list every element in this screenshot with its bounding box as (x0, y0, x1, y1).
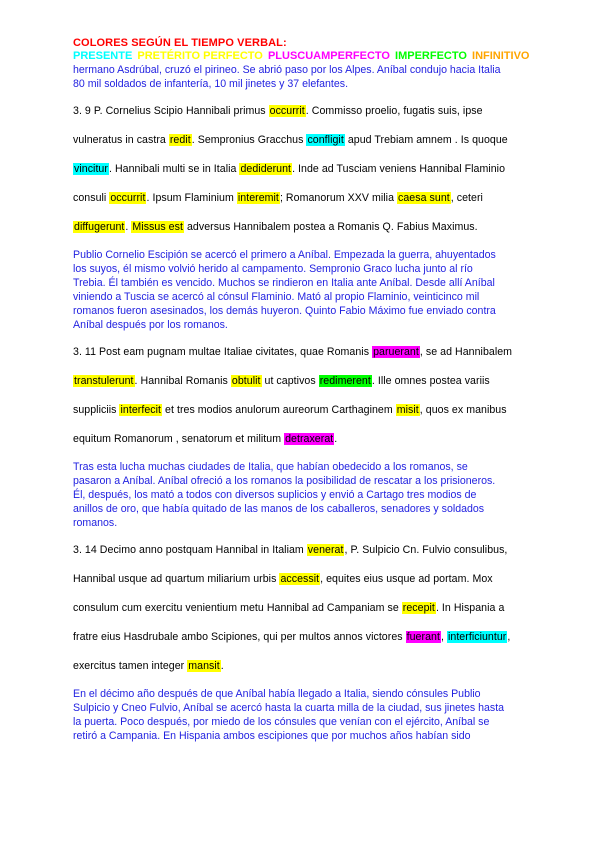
verb-highlight: redimerent (319, 375, 371, 387)
translation-line: Aníbal después por los romanos. (73, 319, 228, 331)
latin-line: diffugerunt. Missus est adversus Hannibalem postea a Romanis Q. Fabius Maximus. (74, 221, 478, 233)
translation-line: viniendo a Tuscia se acercó al cónsul Flaminio. Mató al propio Flaminio, veinticinco mil (73, 291, 480, 303)
verb-highlight: accessit (280, 573, 320, 585)
verb-highlight: Missus est (132, 221, 183, 233)
verb-highlight: occurrit (269, 105, 305, 117)
translation-paragraph (73, 63, 528, 91)
verb-highlight: dediderunt (240, 163, 292, 175)
document-title: COLORES SEGÚN EL TIEMPO VERBAL: (73, 37, 287, 49)
legend-preterito-perfecto: PRETÉRITO PERFECTO (137, 50, 263, 62)
translation-line: Él, después, los mató a todos con diversos suplicios y envió a Cartago tres modios de (73, 489, 477, 501)
legend-imperfecto: IMPERFECTO (395, 50, 467, 62)
translation-paragraph (73, 460, 528, 530)
verb-highlight: occurrit (110, 192, 146, 204)
translation-line: los suyos, él mismo volvió herido al campamento. Sempronio Graco lucha junto al río (73, 263, 473, 275)
verb-highlight: confligit (307, 134, 344, 146)
translation-line: 80 mil soldados de infantería, 10 mil jinetes y 37 elefantes. (73, 78, 349, 90)
latin-line: consuli occurrit. Ipsum Flaminium interemit; Romanorum XXV milia caesa sunt, ceteri (73, 192, 483, 204)
verb-highlight: interemit (237, 192, 279, 204)
verb-highlight: detraxerat (285, 433, 334, 445)
verb-highlight: recepit (402, 602, 435, 614)
document-page (73, 37, 528, 743)
legend-infinitivo: INFINITIVO (472, 50, 530, 62)
latin-line: fratre eius Hasdrubale ambo Scipiones, qui per multos annos victores fuerant, interficiuntur, (73, 631, 511, 643)
verb-highlight: venerat (307, 544, 344, 556)
translation-line: Tras esta lucha muchas ciudades de Italia, que habían obedecido a los romanos, se (73, 461, 468, 473)
verb-highlight: diffugerunt (74, 221, 125, 233)
latin-line: exercitus tamen integer mansit. (73, 660, 224, 672)
latin-line: vulneratus in castra redit. Sempronius Gracchus confligit apud Trebiam amnem . Is quoque (73, 134, 508, 146)
translation-line: romanos fueron asesinados, los demás huyeron. Quinto Fabio Máximo fue enviado contra (73, 305, 496, 317)
verb-highlight: transtulerunt (74, 375, 134, 387)
translation-line: anillos de oro, que había quitado de las manos de los caballeros, senadores y soldados (73, 503, 485, 515)
color-legend (73, 50, 528, 63)
latin-passage-3-14 (73, 536, 528, 681)
latin-line: vincitur. Hannibali multi se in Italia dediderunt. Inde ad Tusciam veniens Hannibal Flaminio (74, 163, 506, 175)
latin-line: 3. 9 P. Cornelius Scipio Hannibali primus occurrit. Commisso proelio, fugatis suis, ipse (73, 105, 483, 117)
translation-line: la puerta. Poco después, por miedo de los cónsules que venían con el ejército, Aníbal se (73, 716, 490, 728)
latin-line: 3. 11 Post eam pugnam multae Italiae civitates, quae Romanis paruerant, se ad Hannibalem (73, 346, 513, 358)
latin-line: equitum Romanorum , senatorum et militum detraxerat. (73, 433, 338, 445)
translation-paragraph (73, 248, 528, 332)
translation-line: Sulpicio y Cneo Fulvio, Aníbal se acercó hasta la cuarta milla de la ciudad, sus jinetes hasta (73, 702, 505, 714)
translation-line: retiró a Campania. En Hispania ambos escipiones que por muchos años habían sido (73, 730, 471, 742)
verb-highlight: paruerant (373, 346, 419, 358)
translation-line: romanos. (73, 517, 118, 529)
translation-line: En el décimo año después de que Aníbal había llegado a Italia, siendo cónsules Publio (73, 688, 481, 700)
translation-line: hermano Asdrúbal, cruzó el pirineo. Se abrió paso por los Alpes. Aníbal condujo hacia Italia (73, 64, 501, 76)
legend-pluscuamperfecto: PLUSCUAMPERFECTO (267, 50, 390, 62)
verb-highlight: obtulit (231, 375, 261, 387)
latin-passage-3-9 (73, 97, 528, 242)
verb-highlight: fuerant (406, 631, 440, 643)
translation-line: pasaron a Aníbal. Aníbal ofreció a los romanos la posibilidad de rescatar a los prisioneros. (73, 475, 496, 487)
verb-highlight: interfecit (120, 404, 162, 416)
verb-highlight: interficiuntur (447, 631, 507, 643)
verb-highlight: misit (396, 404, 419, 416)
verb-highlight: mansit (188, 660, 220, 672)
latin-line: transtulerunt. Hannibal Romanis obtulit ut captivos redimerent. Ille omnes postea variis (74, 375, 490, 387)
translation-paragraph (73, 687, 528, 743)
translation-line: Trebia. Él también es vencido. Muchos se rindieron en Italia ante Aníbal. Desde allí Aníbal (73, 277, 495, 289)
verb-highlight: vincitur (74, 163, 108, 175)
translation-line: Publio Cornelio Escipión se acercó el primero a Aníbal. Empezada la guerra, ahuyentados (73, 249, 496, 261)
verb-highlight: redit (169, 134, 191, 146)
latin-line: suppliciis interfecit et tres modios anulorum aureorum Carthaginem misit, quos ex manibus (73, 404, 507, 416)
legend-presente: PRESENTE (73, 50, 133, 62)
latin-line: Hannibal usque ad quartum miliarium urbis accessit, equites eius usque ad portam. Mox (73, 573, 493, 585)
latin-passage-3-11 (73, 338, 528, 454)
verb-highlight: caesa sunt (398, 192, 450, 204)
latin-line: 3. 14 Decimo anno postquam Hannibal in Italiam venerat, P. Sulpicio Cn. Fulvio consulibus, (73, 544, 508, 556)
latin-line: consulum cum exercitu venientium metu Hannibal ad Campaniam se recepit. In Hispania a (73, 602, 505, 614)
